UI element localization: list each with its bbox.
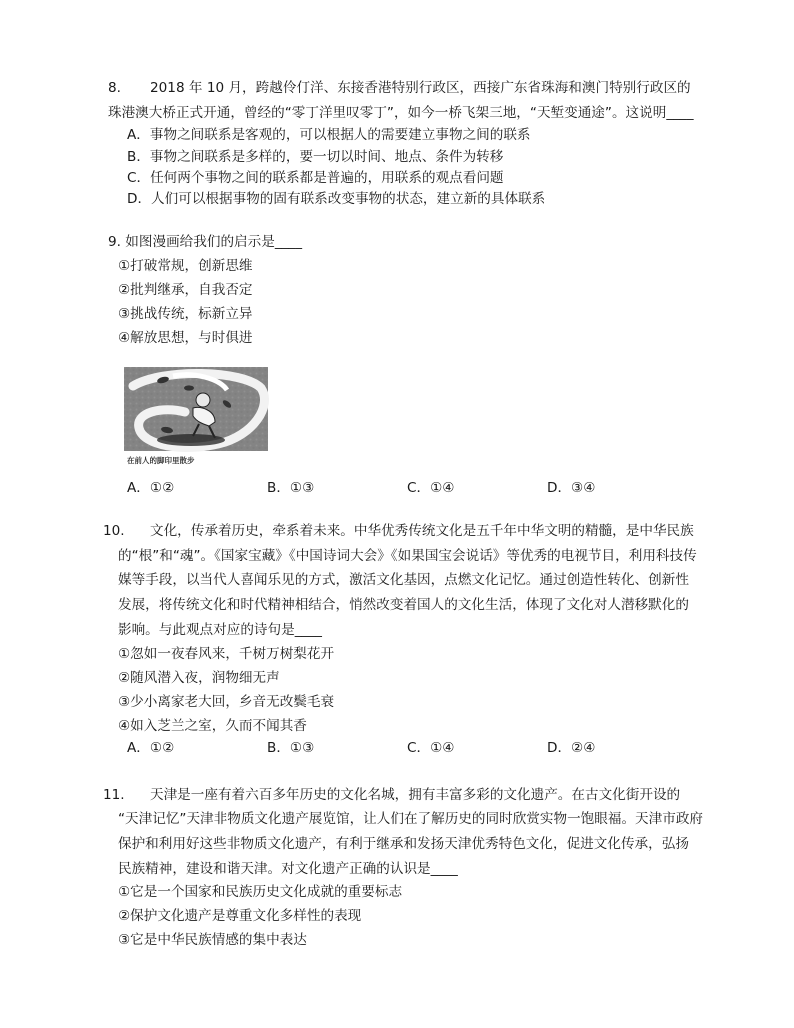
statement-item: ③少小离家老大回，乡音无改鬓毛衰 [118, 694, 335, 710]
question-text-line: 媒等手段，以当代人喜闻乐见的方式，激活文化基因，点燃文化记忆。通过创造性转化、创新性 [118, 572, 689, 588]
statement-item: ③它是中华民族情感的集中表达 [118, 932, 307, 948]
statement-item: ②批判继承，自我否定 [118, 282, 253, 298]
cartoon-image [123, 366, 269, 468]
question-text-line: 的“根”和“魂”。《国家宝藏》《中国诗词大会》《如果国宝会说话》等优秀的电视节目，利用科技传 [118, 548, 697, 564]
question-text-line: 天津是一座有着六百多年历史的文化名城，拥有丰富多彩的文化遗产。在古文化街开设的 [150, 787, 681, 803]
statement-item: ④如入芝兰之室，久而不闻其香 [118, 718, 307, 734]
statement-item: ④解放思想，与时俱进 [118, 330, 253, 346]
options-row [127, 738, 607, 758]
option-b: B．①③ [267, 740, 315, 756]
question-text-line: “天津记忆”天津非物质文化遗产展览馆，让人们在了解历史的同时欣赏实物一饱眼福。天津市政府 [118, 811, 704, 827]
statement-item: ②保护文化遗产是尊重文化多样性的表现 [118, 908, 362, 924]
option-c: C．任何两个事物之间的联系都是普遍的，用联系的观点看问题 [127, 170, 504, 186]
statement-item: ①它是一个国家和民族历史文化成就的重要标志 [118, 884, 403, 900]
option-a: A．①② [127, 740, 175, 756]
option-c: C．①④ [407, 740, 455, 756]
option-d: D．②④ [547, 740, 596, 756]
question-stem: 9. 如图漫画给我们的启示是____ [108, 234, 303, 250]
statement-item: ③挑战传统，标新立异 [118, 306, 253, 322]
statement-item: ②随风潜入夜，润物细无声 [118, 670, 280, 686]
question-number: 8. [108, 80, 121, 96]
question-text-line: 保护和利用好这些非物质文化遗产，有利于继承和发扬天津优秀特色文化，促进文化传承，弘扬 [118, 836, 689, 852]
options-row [127, 478, 607, 498]
question-text-line: 文化，传承着历史，牵系着未来。中华优秀传统文化是五千年中华文明的精髓，是中华民族 [150, 523, 694, 539]
question-number: 11. [103, 787, 125, 803]
statement-item: ①打破常规，创新思维 [118, 258, 253, 274]
question-text-line: 发展，将传统文化和时代精神相结合，悄然改变着国人的文化生活，体现了文化对人潜移默化的 [118, 597, 689, 613]
question-number: 10. [103, 523, 125, 539]
option-b: B．事物之间联系是多样的，要一切以时间、地点、条件为转移 [127, 149, 504, 165]
option-d: D．③④ [547, 480, 596, 496]
statement-item: ①忽如一夜春风来，千树万树梨花开 [118, 646, 335, 662]
question-text-line: 影响。与此观点对应的诗句是____ [118, 622, 322, 638]
option-a: A．事物之间联系是客观的，可以根据人的需要建立事物之间的联系 [127, 127, 531, 143]
question-text-line: 民族精神，建设和谐天津。对文化遗产正确的认识是____ [118, 861, 458, 877]
question-text-line: 珠港澳大桥正式开通，曾经的“零丁洋里叹零丁”，如今一桥飞架三地，“天堑变通途”。这说明____ [108, 105, 694, 121]
cartoon-caption: 在前人的脚印里散步 [127, 456, 195, 465]
option-c: C．①④ [407, 480, 455, 496]
option-d: D．人们可以根据事物的固有联系改变事物的状态，建立新的具体联系 [127, 191, 546, 207]
question-text-line: 2018 年 10 月，跨越伶仃洋、东接香港特别行政区，西接广东省珠海和澳门特别行政区的 [150, 80, 691, 96]
option-a: A．①② [127, 480, 175, 496]
option-b: B．①③ [267, 480, 315, 496]
